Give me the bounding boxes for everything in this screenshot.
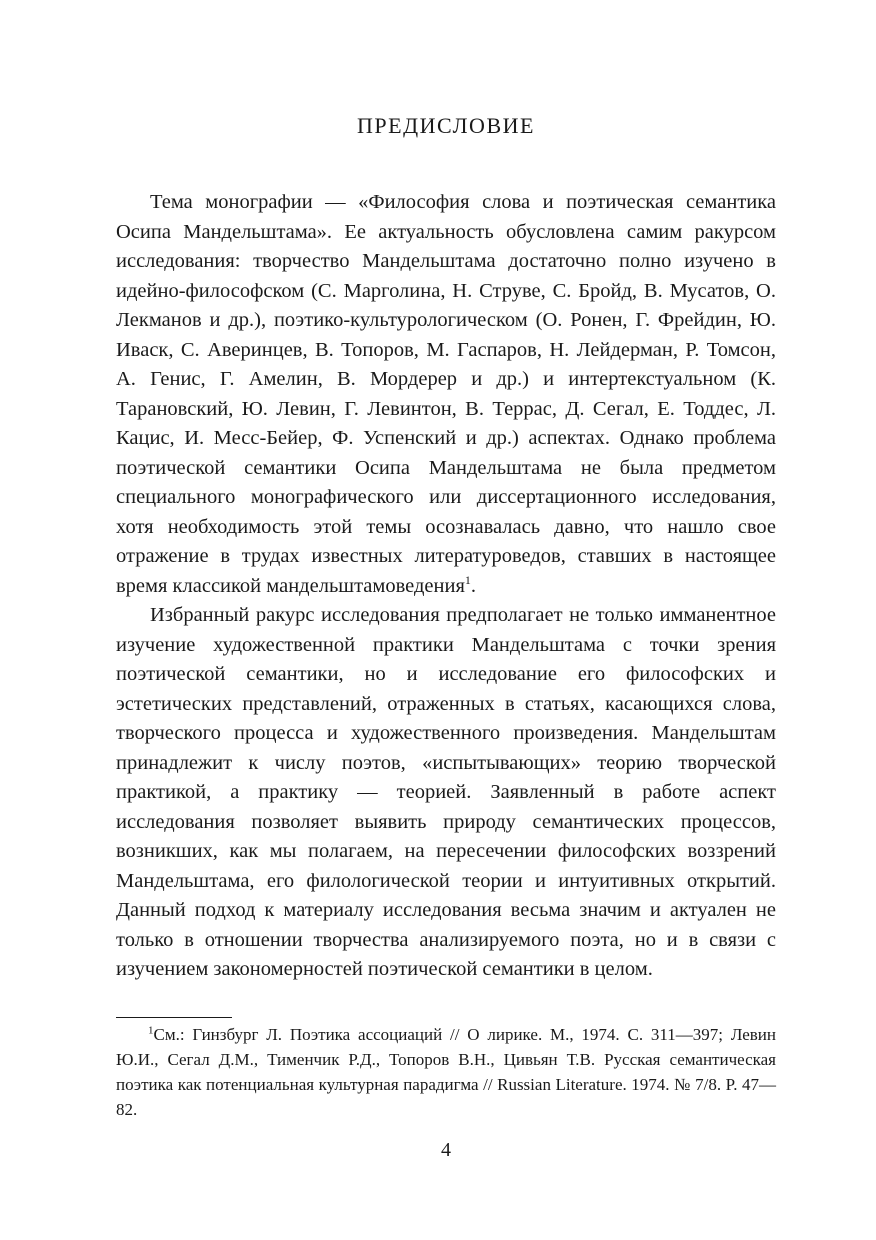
footnote-divider [116, 1017, 232, 1018]
chapter-heading: ПРЕДИСЛОВИЕ [357, 113, 535, 138]
footnote-marker: 1 [148, 1024, 154, 1037]
paragraph-1-text: Тема монографии — «Философия слова и поэтическая семантика Осипа Мандельштама». Ее актуальность обусловлена самим ракурсом исследования: творчество Мандельштама достаточно полно изучено в идейно-философском (С. Марголина, Н. Струве, С. Бройд, В. Мусатов, О. Лекманов и др.), поэтико-культурологическом (О. Ронен, Г. Фрейдин, Ю. Иваск, С. Аверинцев, В. Топоров, М. Гаспаров, Н. Лейдерман, Р. Томсон, А. Генис, Г. Амелин, В. Мордерер и др.) и интертекстуальном (К. Тарановский, Ю. Левин, Г. Левинтон, В. Террас, Д. Сегал, Е. Тоддес, Л. Кацис, И. Месс-Бейер, Ф. Успенский и др.) аспектах. Однако проблема поэтической семантики Осипа Мандельштама не была предметом специального монографического или диссертационного исследования, хотя необходимость этой темы осознавалась давно, что нашло свое отражение в трудах известных литературоведов, ставших в настоящее время классикой мандельштамоведения [116, 191, 776, 597]
paragraph-1 [116, 188, 776, 601]
footnote-reference[interactable]: 1 [464, 572, 471, 587]
paragraph-1-tail: . [470, 574, 477, 597]
footnote [116, 1022, 776, 1122]
page-number: 4 [441, 1139, 451, 1161]
footnote-text: См.: Гинзбург Л. Поэтика ассоциаций // О лирике. М., 1974. С. 311—397; Левин Ю.И., Сегал Д.М., Тименчик Р.Д., Топоров В.Н., Цивьян Т.В. Русская семантическая поэтика как потенциальная культурная парадигма // Russian Literature. 1974. № 7/8. P. 47—82. [116, 1025, 776, 1119]
body-text [116, 188, 776, 985]
paragraph-2 [116, 601, 776, 985]
paragraph-2-text: Избранный ракурс исследования предполагает не только имманентное изучение художественной практики Мандельштама с точки зрения поэтической семантики, но и исследование его философских и эстетических представлений, отраженных в статьях, касающихся слова, творческого процесса и художественного произведения. Мандельштам принадлежит к числу поэтов, «испытывающих» теорию творческой практикой, а практику — теорией. Заявленный в работе аспект исследования позволяет выявить природу семантических процессов, возникших, как мы полагаем, на пересечении философских воззрений Мандельштама, его филологической теории и интуитивных открытий. Данный подход к материалу исследования весьма значим и актуален не только в отношении творчества анализируемого поэта, но и в связи с изучением закономерностей поэтической семантики в целом. [116, 604, 776, 980]
